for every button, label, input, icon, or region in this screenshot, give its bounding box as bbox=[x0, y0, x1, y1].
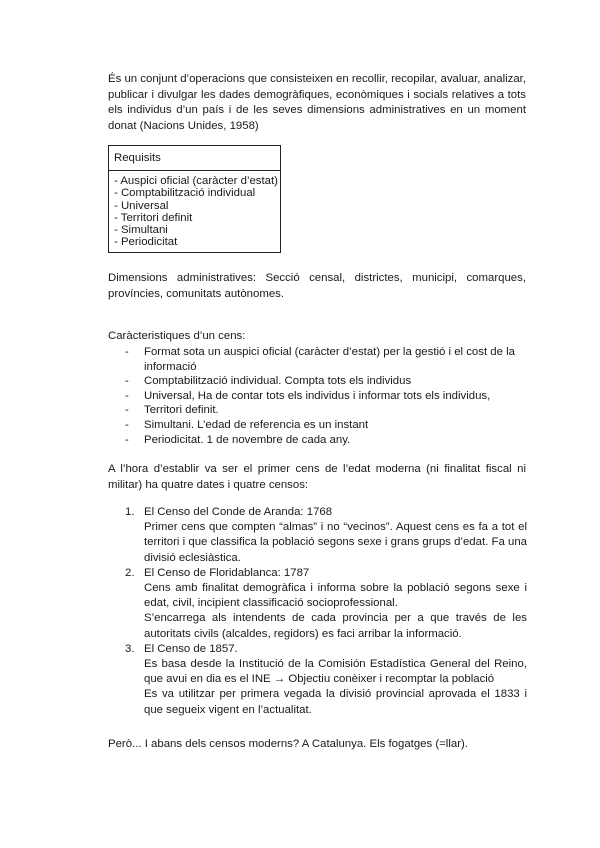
bullet-dash: - bbox=[125, 346, 129, 358]
cens-item bbox=[125, 642, 527, 718]
list-item bbox=[125, 374, 527, 389]
bullet-dash: - bbox=[125, 375, 129, 388]
cens-description: Es basa desde la Institució de la Comisión Estadística General del Reino, que avui en dia es el INE → Objectiu conèixer i recomptar la població bbox=[144, 658, 527, 686]
censos-list bbox=[125, 505, 527, 718]
requisit-item: - Universal bbox=[114, 199, 169, 212]
requisits-list bbox=[109, 171, 280, 249]
cens-title: El Censo del Conde de Aranda: 1768 bbox=[144, 506, 333, 518]
closing-paragraph: Però... I abans dels censos moderns? A Catalunya. Els fogatges (=llar). bbox=[108, 738, 468, 751]
requisit-item: - Comptabilització individual bbox=[114, 187, 256, 200]
cens-item bbox=[125, 505, 527, 566]
list-item-text: Simultani. L’edad de referencia es un instant bbox=[144, 418, 369, 431]
caracteristiques-list bbox=[125, 345, 527, 447]
requisits-title: Requisits bbox=[109, 146, 280, 171]
list-item bbox=[125, 389, 527, 404]
dimensions-paragraph: Dimensions administratives: Secció censal, districtes, municipi, comarques, províncies, comunitats autònomes. bbox=[108, 272, 526, 300]
cens-title: El Censo de Floridablanca: 1787 bbox=[144, 566, 310, 579]
bullet-dash: - bbox=[125, 433, 129, 446]
list-item bbox=[125, 403, 527, 418]
requisit-item: - Territori definit bbox=[114, 211, 193, 224]
cens-description: S’encarrega als intendents de cada provincia per a que través de les autoritats civils (alcaldes, regidors) es faci arribar la informació. bbox=[144, 612, 527, 640]
list-item-text: Territori definit. bbox=[144, 404, 219, 417]
cens-description: Primer cens que compten “almas” i no “vecinos”. Aquest cens es fa a tot el territori i que classifica la població segons sexe i grans grups d’edat. Fa una divisió eclesiàstica. bbox=[144, 521, 527, 564]
requisit-item: - Auspici oficial (caràcter d’estat) bbox=[114, 175, 278, 187]
list-item-text: Universal, Ha de contar tots els individus i informar tots els individus, bbox=[144, 389, 491, 402]
requisit-item: - Periodicitat bbox=[114, 236, 178, 249]
list-item-text: Periodicitat. 1 de novembre de cada any. bbox=[144, 433, 351, 446]
historia-paragraph: A l’hora d’establir va ser el primer cens de l’edat moderna (ni finalitat fiscal ni militar) ha quatre dates i quatre censos: bbox=[108, 463, 526, 491]
intro-paragraph: És un conjunt d’operacions que consisteixen en recollir, recopilar, avaluar, analizar, publicar i divulgar les dades demogràfiques, econòmiques i socials relatives a tots els individus d’un país i de les seves dimensions administratives en un moment donat (Nacions Unides, 1958) bbox=[108, 73, 526, 132]
list-item bbox=[125, 345, 527, 374]
cens-title: El Censo de 1857. bbox=[144, 642, 238, 655]
list-item-text: Format sota un auspici oficial (caràcter d’estat) per la gestió i el cost de la informació bbox=[144, 346, 515, 373]
bullet-dash: - bbox=[125, 418, 129, 431]
list-item-text: Comptabilització individual. Compta tots els individus bbox=[144, 375, 412, 388]
cens-item bbox=[125, 566, 527, 642]
cens-description: Es va utilitzar per primera vegada la divisió provincial aprovada el 1833 i que segueix vigent en l’actualitat. bbox=[144, 688, 527, 716]
caracteristiques-heading: Caràcteristiques d’un cens: bbox=[108, 330, 246, 343]
list-item bbox=[125, 418, 527, 433]
bullet-dash: - bbox=[125, 404, 129, 417]
list-item bbox=[125, 433, 527, 448]
requisit-item: - Simultani bbox=[114, 224, 168, 237]
requisits-box bbox=[108, 145, 281, 253]
cens-number: 2. bbox=[125, 566, 135, 579]
bullet-dash: - bbox=[125, 389, 129, 402]
cens-number: 1. bbox=[125, 506, 135, 518]
cens-description: Cens amb finalitat demogràfica i informa sobre la població segons sexe i edat, civil, incipient classificació socioprofessional. bbox=[144, 582, 527, 610]
cens-number: 3. bbox=[125, 642, 135, 655]
